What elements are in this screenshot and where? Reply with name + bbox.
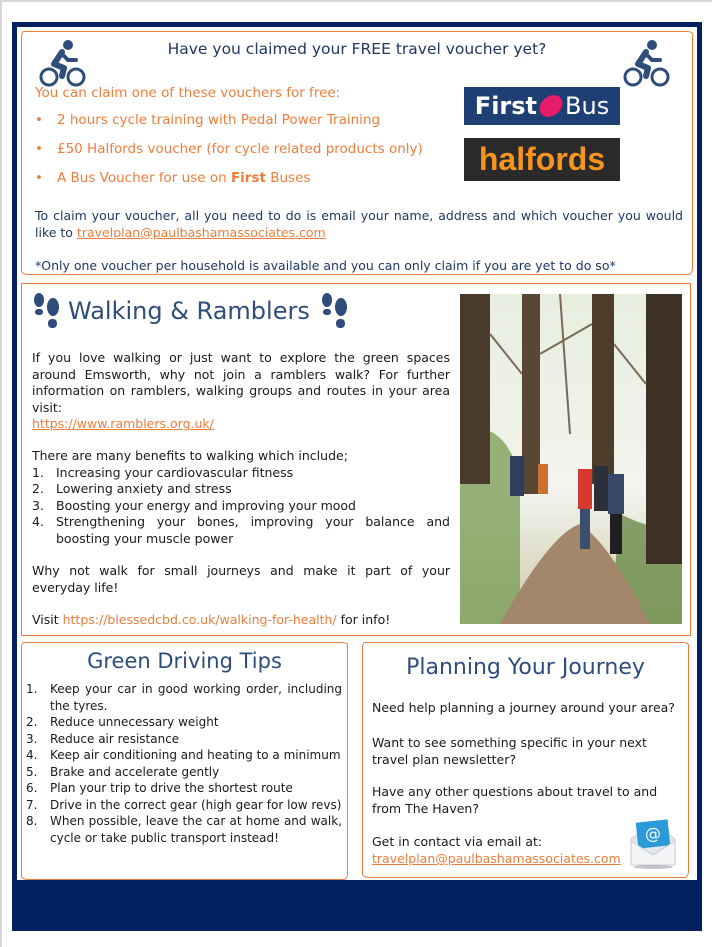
email-envelope-icon [627,815,679,869]
benefits-list [32,465,450,548]
benefit-item: 3. Boosting your energy and improving your mood [32,497,356,513]
voucher-email-link[interactable]: travelplan@paulbashamassociates.com [76,225,326,240]
planning-question: Have any other questions about travel to and from The Haven? [372,784,658,816]
planning-heading: Planning Your Journey [406,655,645,680]
bullet-icon: • [35,141,43,157]
voucher-item: • A Bus Voucher for use on First Buses [35,170,423,199]
page-edge [0,0,2,947]
driving-heading: Green Driving Tips [87,649,282,673]
voucher-list [35,112,423,199]
walking-intro: If you love walking or just want to explore the green spaces around Emsworth, why not join a ramblers walk? For further information on ramblers, walking groups and routes in your area visit: https://www.ramblers.org.uk/ [32,350,450,431]
voucher-item: • 2 hours cycle training with Pedal Power Training [35,112,423,141]
first-swirl-icon [537,95,565,117]
tip-item: 5. Brake and accelerate gently [26,764,220,779]
green-driving-section [21,642,348,880]
walking-why-not: Why not walk for small journeys and make it part of your everyday life! [32,563,450,595]
tip-item: 3. Reduce air resistance [26,731,180,746]
voucher-note: *Only one voucher per household is available and you can only claim if you are yet to do so* [35,258,616,273]
planning-section [362,642,689,878]
claim-instructions: To claim your voucher, all you need to do is email your name, address and which voucher you would like to travelplan@paulbashamassociates.com [35,208,683,240]
benefit-item: 4. Strengthening your bones, improving your balance and boosting your muscle power [32,514,450,546]
benefit-item: 2. Lowering anxiety and stress [32,481,232,496]
walkers-in-forest-photo [460,294,682,624]
walking-heading: Walking & Ramblers [32,292,356,330]
benefit-item: 1. Increasing your cardiovascular fitness [32,464,294,480]
tip-item: 7. Drive in the correct gear (high gear for low revs) [26,797,342,812]
walking-visit: Visit https://blessedcbd.co.uk/walking-for-health/ for info! [32,612,391,627]
footprints-icon [320,292,350,330]
tip-item: 1. Keep your car in good working order, including the tyres. [26,682,342,713]
planning-question: Need help planning a journey around your area? [372,700,675,715]
svg-text:@: @ [645,824,661,843]
walking-benefits: There are many benefits to walking which include; 1. Increasing your cardiovascular fitness 2. Lowering anxiety and stress 3. Boosting your energy and improving your mood 4. Strengthening your bones, improving your balance and boosting your muscle power [32,448,450,546]
tip-item: 4. Keep air conditioning and heating to a minimum [26,748,341,762]
walking-health-link[interactable]: https://blessedcbd.co.uk/walking-for-health/ [62,612,337,627]
halfords-logo: halfords [464,138,620,181]
bullet-icon: • [35,170,43,186]
planning-contact: Get in contact via email at: travelplan@paulbashamassociates.com [372,834,621,866]
tip-item: 8. When possible, leave the car at home and walk, cycle or take public transport instead! [26,814,342,845]
bullet-icon: • [35,112,43,128]
planning-question: Want to see something specific in your next travel plan newsletter? [372,735,647,767]
walking-section [21,283,691,636]
voucher-title: Have you claimed your FREE travel voucher yet? [167,40,547,58]
ramblers-link[interactable]: https://www.ramblers.org.uk/ [32,416,214,431]
voucher-intro: You can claim one of these vouchers for free: [35,85,341,101]
tip-item: 2. Reduce unnecessary weight [26,715,219,729]
first-bus-logo: First Bus [464,87,620,125]
voucher-section [21,31,693,275]
footprints-icon [32,292,62,330]
voucher-item: • £50 Halfords voucher (for cycle related products only) [35,141,423,170]
driving-tips-list [26,681,342,846]
planning-email-link[interactable]: travelplan@paulbashamassociates.com [372,851,621,866]
page-edge [0,0,712,2]
tip-item: 6. Plan your trip to drive the shortest route [26,781,293,795]
